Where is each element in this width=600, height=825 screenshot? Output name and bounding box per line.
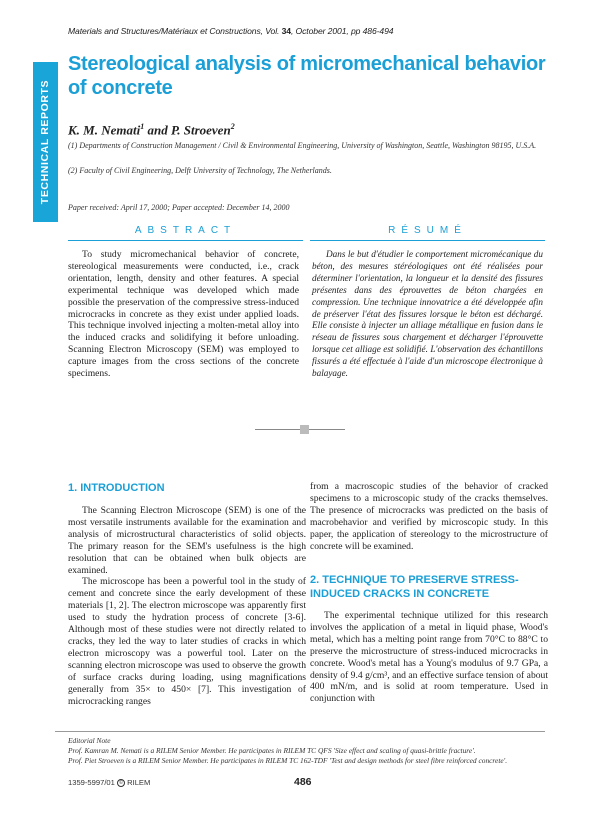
sidebar-band [33, 62, 58, 222]
section-1-col-right [310, 481, 548, 552]
author-2-sup: 2 [230, 122, 235, 131]
resume-rule [310, 240, 545, 241]
editorial-label: Editorial Note [68, 736, 111, 745]
author-1: K. M. Nemati [68, 122, 141, 138]
footer-issn [68, 778, 150, 787]
paragraph: from a macroscopic studies of the behavior of cracked specimens to a microscopic study of the cracks themselves. The presence of microcracks was predicted on the basis of macrobehavior and verified by microscopic study. In this paper, the application of stereology to the microstructure of concrete will be examined. [310, 481, 548, 552]
editorial-note-1: Prof. Kamran M. Nemati is a RILEM Senior Member. He participates in RILEM TC QFS 'Size effect and scaling of quasi-brittle fracture'. [68, 745, 476, 755]
editorial-rule [55, 731, 545, 732]
section-1-heading: 1. INTRODUCTION [68, 482, 165, 494]
resume-body [312, 249, 543, 380]
journal-volume: 34 [281, 26, 291, 36]
received-dates: Paper received: April 17, 2000; Paper accepted: December 14, 2000 [68, 203, 290, 212]
journal-issue-pages: , October 2001, pp 486-494 [290, 26, 394, 36]
abstract-rule [68, 240, 303, 241]
affiliation-2: (2) Faculty of Civil Engineering, Delft University of Technology, The Netherlands. [68, 166, 332, 175]
paper-title: Stereological analysis of micromechanical behavior of concrete [68, 53, 546, 99]
resume-paragraph: Dans le but d'étudier le comportement micromécanique du béton, des mesures stéréologiques ont été réalisées pour déterminer l'orientation, la longueur et la densité des fissures présentes dans des éprouvettes de béton chargées en compression. Une technique innovatrice a été développée afin de préserver l'état des fissures lorsque le béton est déchargé. Elle consiste à injecter un alliage métallique en fusion dans le réseau de fissures sous chargement et décharger l'éprouvette lorsque cet alliage est solidifié. L'observation des échantillons fissurés a été effectuée à l'aide d'un microscope électronique à balayage. [312, 249, 543, 379]
affiliation-1: (1) Departments of Construction Management / Civil & Environmental Engineering, University of Washington, Seattle, Washington 98195, U.S.A. [68, 141, 537, 150]
author-2: P. Stroeven [170, 122, 231, 138]
abstract-text: To study micromechanical behavior of concrete, stereological measurements were conducted, i.e., crack orientation, length, density and other features. A special experimental technique was developed which made possible the preservation of the compressive stress-induced microcracks in concrete as they exist under applied loads. This technique involved injecting a molten-metal alloy into the induced cracks and solidifying it before unloading. Scanning Electron Microscopy (SEM) was employed to capture images from the cross sections of the concrete specimens. [68, 249, 299, 380]
copyright-icon: © [117, 779, 125, 787]
author-and: and [144, 122, 171, 138]
abstract-heading: ABSTRACT [134, 225, 237, 236]
authors [68, 122, 235, 138]
issn-text: 1359-5997/01 [68, 778, 117, 787]
journal-citation [68, 26, 393, 36]
paragraph: The experimental technique utilized for this research involves the application of a metal in liquid phase, Wood's metal, which has a melting point range from 70°C to 88°C to preserve the microstructure of stress-induced microcracks in concrete. Wood's metal has a Young's modulus of 9.7 GPa, a density of 9.4 g/cm³, and an effective surface tension of about 400 mN/m, and is solid at room temperature. Used in conjunction with [310, 610, 548, 705]
editorial-note [68, 736, 548, 765]
page-number: 486 [294, 776, 312, 788]
paragraph: The Scanning Electron Microscope (SEM) is one of the most versatile instruments available for the examination and analysis of microstructural characteristics of solid objects. The primary reason for the SEM's usefulness is the high resolution that can be obtained when bulk objects are examined. [68, 505, 306, 576]
section-1-col-left [68, 505, 306, 707]
rilem-text: RILEM [124, 778, 151, 787]
paragraph: The microscope has been a powerful tool in the study of cement and concrete since the early development of these materials [1, 2]. The electron microscope was apparently first used to study the hydration process of concrete [3-6]. Although most of these studies were not directly related to cracks, they led the way to later studies of cracks in which electron microscopy was a powerful tool. Later on the scanning electron microscope was used to observe the growth of surface cracks during loading, using magnifications generally from 35× to 450× [7]. This investigation of microcracking ranges [68, 576, 306, 707]
author-1-sup: 1 [140, 122, 145, 131]
section-2-body [310, 610, 548, 705]
section-2-heading: 2. TECHNIQUE TO PRESERVE STRESS-INDUCED CRACKS IN CONCRETE [310, 574, 519, 600]
journal-name: Materials and Structures/Matériaux et Constructions, Vol. [68, 26, 282, 36]
editorial-note-2: Prof. Piet Stroeven is a RILEM Senior Member. He participates in RILEM TC 162-TDF 'Test and design methods for steel fibre reinforced concrete'. [68, 755, 508, 765]
sidebar-label: TECHNICAL REPORTS [39, 79, 51, 205]
abstract-body [68, 249, 299, 380]
resume-heading: RÉSUMÉ [388, 225, 467, 236]
divider-ornament [300, 425, 309, 434]
